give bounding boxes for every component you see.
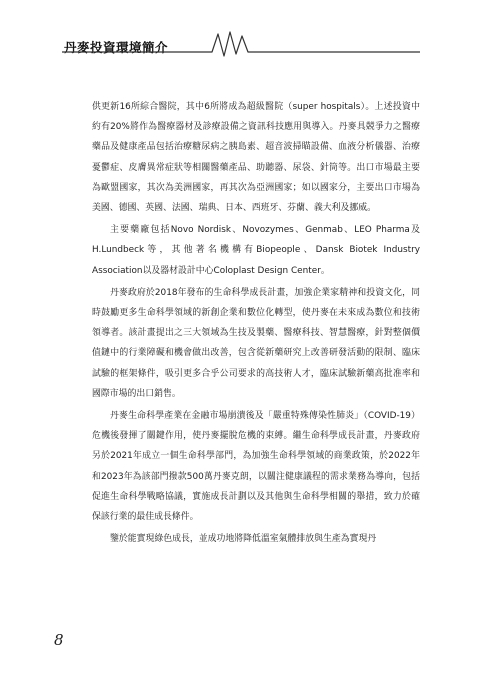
paragraph-3: 丹麥政府於2018年發布的生命科學成長計畫，加強企業家精神和投資文化，同時鼓勵更多生命科學領域的新創企業和數位化轉型，使丹麥在未來成為數位和技術領導者。該計畫提出之三大領域為生技及製藥、醫療科技、智慧醫療，針對整個價值鏈中的行業障礙和機會做出改善，包含從新藥研究上改善研發活動的限制、臨床試驗的框架條件，吸引更多合乎公司要求的高技術人才，臨床試驗新藥高批准率和國際市場的出口銷售。: [92, 287, 420, 399]
pulse-line-icon: [0, 28, 480, 58]
header-title: 丹麥投資環境簡介: [64, 40, 169, 55]
paragraph-4: 丹麥生命科學產業在金融市場崩潰後及「嚴重特殊傳染性肺炎」（COVID-19）危機後發揮了關鍵作用，使丹麥擺脫危機的束縛。繼生命科學成長計畫，丹麥政府另於2021年成立一個生命科學部門，為加強生命科學領域的商業政策，於2022年和2023年為該部門撥款500萬丹麥克朗，以關注健康議程的需求業務為導向，包括促進生命科學戰略協議，實施成長計劃以及其他與生命科學相關的舉措，致力於確保該行業的最佳成長條件。: [92, 411, 420, 523]
page-header: [0, 0, 480, 60]
page-number: 8: [54, 631, 64, 649]
paragraph-1: 供更新16所綜合醫院，其中6所將成為超級醫院（super hospitals）。上述投資中約有20%將作為醫療器材及診療設備之資訊科技應用與導入。丹麥具競爭力之醫療藥品及健康產品包括治療糖尿病之胰島素、超音波掃瞄設備、血液分析儀器、治療憂鬱症、皮膚異常症狀等相關醫藥產品、助聽器、尿袋、針筒等。出口市場最主要為歐盟國家，其次為美洲國家，再其次為亞洲國家；如以國家分，主要出口市場為美國、德國、英國、法國、瑞典、日本、西班牙、芬蘭、義大利及挪威。: [92, 102, 420, 214]
paragraph-2: 主要藥廠包括Novo Nordisk、Novozymes、Genmab、LEO Pharma及H.Lundbeck等，其他著名機構有Biopeople、Dansk Biotek Industry Association以及器材設計中心Coloplast Design Center。: [92, 225, 420, 276]
body-text: [92, 97, 420, 549]
paragraph-5: 鑒於能實現綠色成長，並成功地將降低溫室氣體排放與生產為實現丹: [110, 534, 377, 545]
